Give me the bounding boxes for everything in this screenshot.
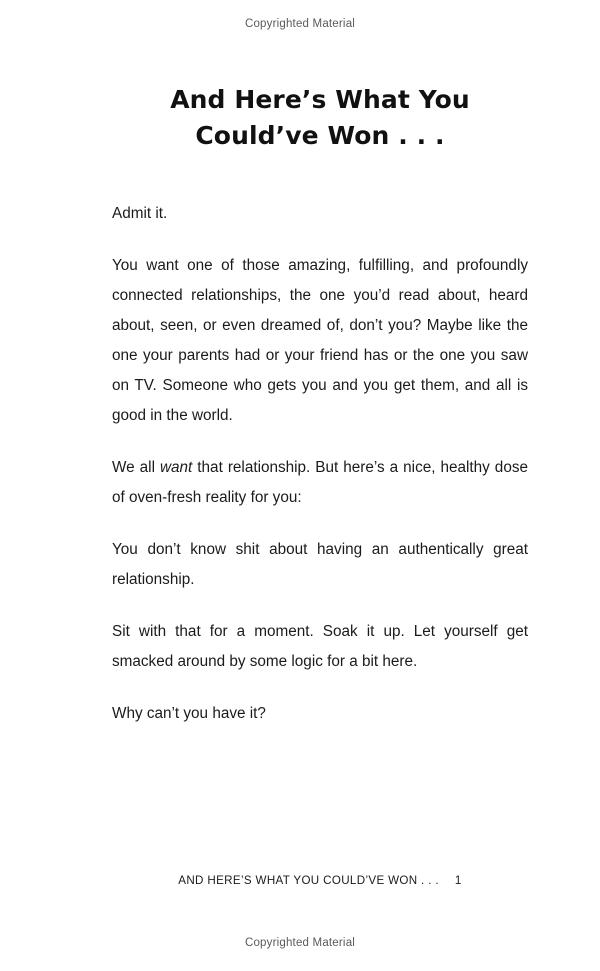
paragraph-5: Sit with that for a moment. Soak it up. Let yourself get smacked around by some logic for a bit here.	[112, 623, 528, 670]
paragraph-3-emphasis: want	[159, 459, 193, 476]
paragraph-3	[112, 453, 528, 513]
running-head: AND HERE’S WHAT YOU COULD’VE WON . . .	[178, 874, 439, 887]
page-footer	[112, 874, 528, 887]
paragraph-6: Why can’t you have it?	[112, 705, 266, 722]
paragraph-2: You want one of those amazing, fulfilling, and profoundly connected relationships, the one you’d read about, heard about, seen, or even dreamed of, don’t you? Maybe like the one your parents had or your friend has or the one you saw on TV. Someone who gets you and you get them, and all is good in the world.	[112, 257, 528, 424]
copyright-watermark-bottom: Copyrighted Material	[244, 937, 356, 949]
paragraph-3-part-b: that relationship. But here’s a nice, healthy dose of oven-fresh reality for you:	[112, 459, 528, 506]
paragraph-3-part-a: We all	[112, 459, 160, 476]
page-content	[112, 82, 528, 751]
page-title-line-2: Could’ve Won . . .	[195, 120, 445, 150]
paragraph-4: You don’t know shit about having an authentically great relationship.	[112, 541, 528, 588]
page-number: 1	[454, 874, 462, 887]
page-title-line-1: And Here’s What You	[170, 85, 470, 114]
page-title	[112, 82, 528, 153]
paragraph-1: Admit it.	[112, 205, 168, 222]
copyright-watermark-top: Copyrighted Material	[244, 18, 356, 30]
